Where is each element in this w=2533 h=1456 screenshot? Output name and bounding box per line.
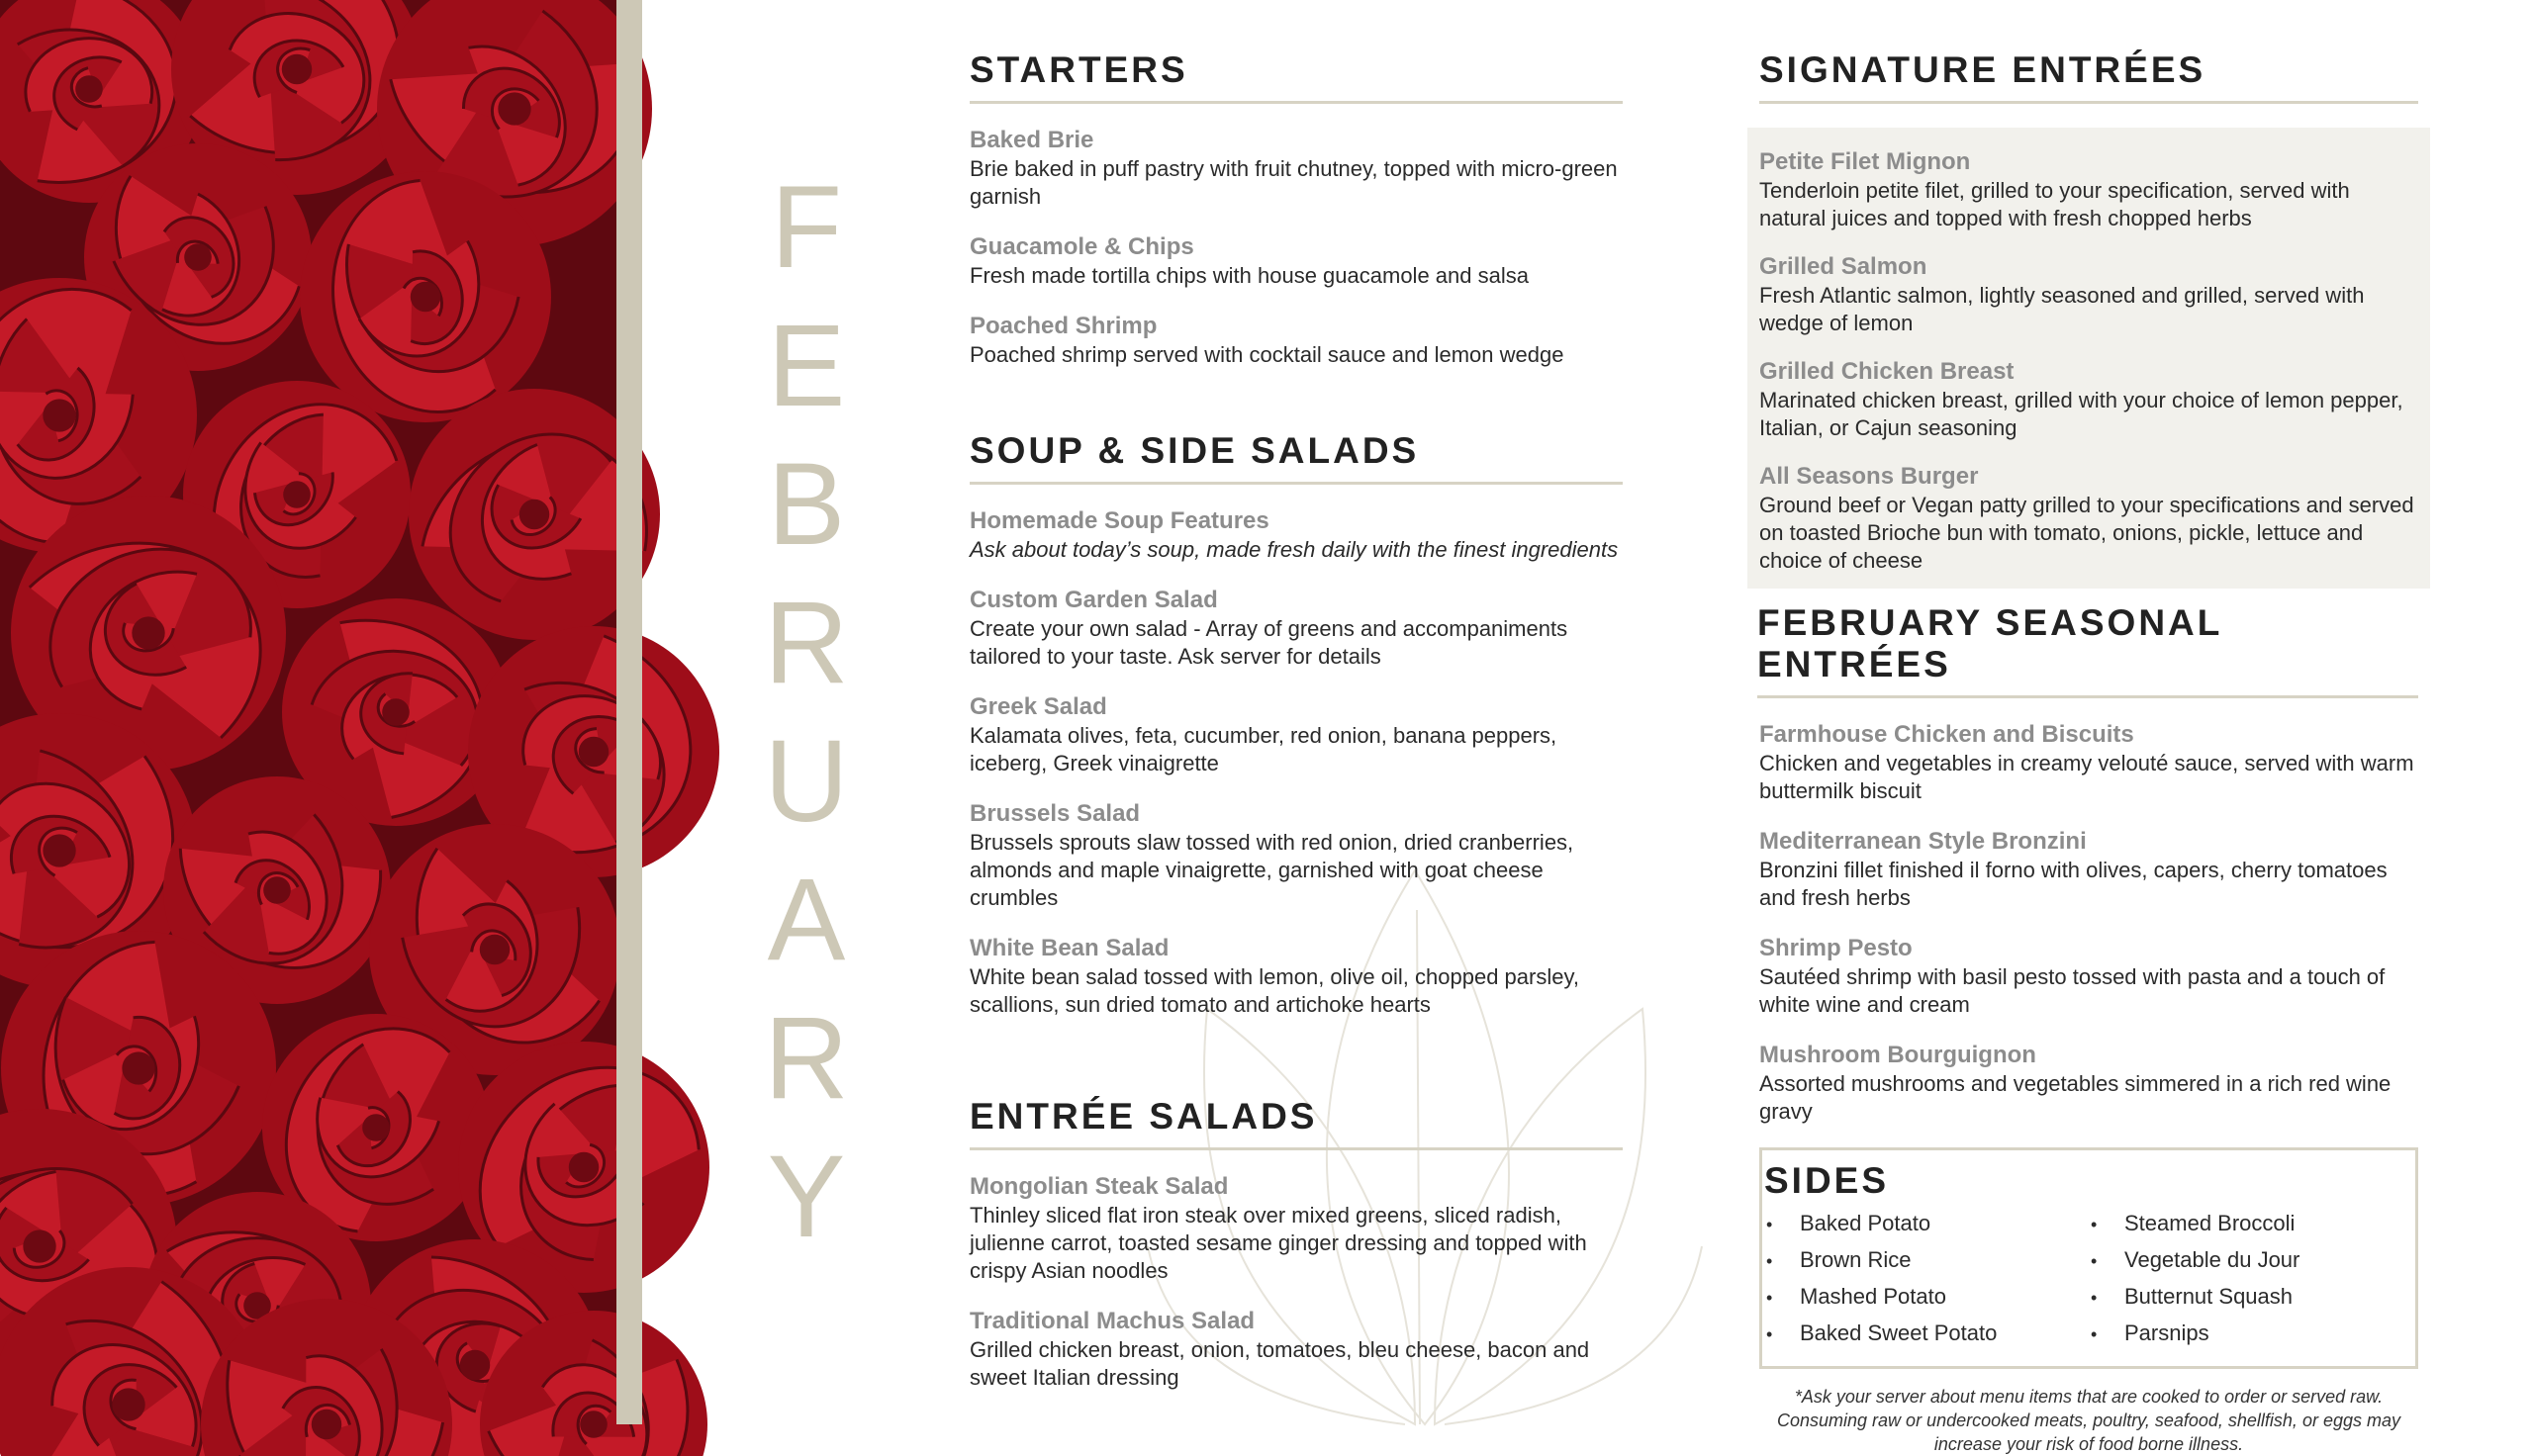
month-letter: A	[767, 855, 846, 985]
menu-item	[970, 799, 1623, 912]
month-letter: Y	[767, 1132, 846, 1262]
item-name: Brussels Salad	[970, 800, 1141, 827]
month-letter: R	[764, 578, 849, 708]
menu-item	[1759, 934, 2418, 1019]
menu-item	[1759, 827, 2418, 912]
item-description: Tenderloin petite filet, grilled to your specification, served with natural juices and topped with fresh chopped herbs	[1759, 178, 2350, 230]
left-menu-column	[970, 49, 1623, 1392]
seasonal-entrees-section	[1759, 602, 2418, 1126]
item-description: Chicken and vegetables in creamy velouté sauce, served with warm buttermilk biscuit	[1759, 751, 2414, 803]
menu-item	[970, 586, 1623, 671]
item-name: White Bean Salad	[970, 935, 1170, 961]
side-item: • Butternut Squash	[2091, 1279, 2415, 1316]
divider-stripe	[616, 0, 642, 1424]
side-item: • Baked Potato	[1766, 1206, 2091, 1242]
item-description: Kalamata olives, feta, cucumber, red onion, banana peppers, iceberg, Greek vinaigrette	[970, 723, 1557, 775]
side-item: • Steamed Broccoli	[2091, 1206, 2415, 1242]
item-description: Fresh Atlantic salmon, lightly seasoned and grilled, served with wedge of lemon	[1759, 283, 2365, 335]
item-name: Poached Shrimp	[970, 313, 1158, 339]
item-description: White bean salad tossed with lemon, olive oil, chopped parsley, scallions, sun dried tomato and artichoke hearts	[970, 964, 1579, 1017]
menu-item	[1759, 337, 2418, 442]
item-name: Petite Filet Mignon	[1759, 148, 1971, 175]
item-description: Ground beef or Vegan patty grilled to your specifications and served on toasted Brioche bun with tomato, onions, pickle, lettuce and choice of cheese	[1759, 493, 2414, 573]
month-letter: E	[767, 301, 846, 431]
item-description: Grilled chicken breast, onion, tomatoes, bleu cheese, bacon and sweet Italian dressing	[970, 1337, 1590, 1390]
sides-list	[1762, 1206, 2415, 1352]
menu-item	[970, 1307, 1623, 1392]
menu-item	[970, 312, 1623, 369]
menu-item	[970, 126, 1623, 211]
month-letter: B	[767, 439, 846, 570]
month-vertical-title	[752, 158, 861, 1266]
section-title: ENTRÉE SALADS	[970, 1096, 1623, 1150]
entree-salads-section	[970, 1096, 1623, 1392]
side-item: • Baked Sweet Potato	[1766, 1316, 2091, 1352]
item-name: Baked Brie	[970, 127, 1094, 153]
roses-photo	[0, 0, 616, 1424]
side-item: • Vegetable du Jour	[2091, 1242, 2415, 1279]
sides-list-left	[1766, 1206, 2091, 1352]
menu-item	[970, 692, 1623, 777]
roses-illustration	[0, 0, 616, 1424]
section-title: SIGNATURE ENTRÉES	[1759, 49, 2418, 104]
section-title: SOUP & SIDE SALADS	[970, 430, 1623, 485]
item-description: Assorted mushrooms and vegetables simmered in a rich red wine gravy	[1759, 1071, 2392, 1124]
menu-item	[1759, 442, 2418, 575]
item-name: Homemade Soup Features	[970, 507, 1269, 534]
rose-bloom	[300, 171, 551, 422]
menu-item	[970, 232, 1623, 290]
item-name: Grilled Chicken Breast	[1759, 358, 2015, 385]
right-menu-column	[1759, 49, 2418, 1456]
menu-item	[970, 1172, 1623, 1285]
item-name: Greek Salad	[970, 693, 1107, 720]
item-description: Sautéed shrimp with basil pesto tossed with pasta and a touch of white wine and cream	[1759, 964, 2386, 1017]
item-name: Guacamole & Chips	[970, 233, 1194, 260]
section-title: SIDES	[1764, 1160, 1890, 1201]
month-letter: U	[764, 716, 849, 847]
item-name: Mushroom Bourguignon	[1759, 1042, 2036, 1068]
menu-item	[970, 934, 1623, 1019]
item-name: Grilled Salmon	[1759, 253, 1927, 280]
section-title: FEBRUARY SEASONAL ENTRÉES	[1757, 602, 2418, 698]
side-item: • Brown Rice	[1766, 1242, 2091, 1279]
item-description: Fresh made tortilla chips with house guacamole and salsa	[970, 263, 1529, 288]
item-description: Brussels sprouts slaw tossed with red onion, dried cranberries, almonds and maple vinaigrette, garnished with goat cheese crumbles	[970, 830, 1574, 910]
item-name: Traditional Machus Salad	[970, 1308, 1256, 1334]
menu-item	[1759, 128, 2418, 232]
item-description: Poached shrimp served with cocktail sauce and lemon wedge	[970, 342, 1564, 367]
sides-list-right	[2091, 1206, 2415, 1352]
month-letter: F	[770, 162, 843, 293]
item-description: Bronzini fillet finished il forno with olives, capers, cherry tomatoes and fresh herbs	[1759, 858, 2388, 910]
item-name: Custom Garden Salad	[970, 587, 1218, 613]
menu-item	[1759, 232, 2418, 337]
side-item: • Mashed Potato	[1766, 1279, 2091, 1316]
menu-item	[1759, 1041, 2418, 1126]
item-description: Ask about today’s soup, made fresh daily with the finest ingredients	[970, 537, 1619, 562]
item-description: Thinley sliced flat iron steak over mixed greens, sliced radish, julienne carrot, toasted sesame ginger dressing and topped with crispy Asian noodles	[970, 1203, 1587, 1283]
item-description: Create your own salad - Array of greens and accompaniments tailored to your taste. Ask server for details	[970, 616, 1568, 669]
starters-section	[970, 49, 1623, 369]
menu-item	[970, 506, 1623, 564]
item-name: Mediterranean Style Bronzini	[1759, 828, 2087, 855]
month-letter: R	[764, 993, 849, 1124]
side-item: • Parsnips	[2091, 1316, 2415, 1352]
section-title: STARTERS	[970, 49, 1623, 104]
signature-highlight-box	[1747, 128, 2430, 589]
item-description: Brie baked in puff pastry with fruit chutney, topped with micro-green garnish	[970, 156, 1618, 209]
sides-section	[1759, 1147, 2418, 1369]
food-safety-disclaimer: *Ask your server about menu items that are cooked to order or served raw. Consuming raw or undercooked meats, poultry, seafood, shellfish, or eggs may increase your risk of food borne illness.	[1777, 1387, 2400, 1454]
item-name: All Seasons Burger	[1759, 463, 1979, 490]
signature-entrees-section	[1759, 49, 2418, 589]
item-name: Mongolian Steak Salad	[970, 1173, 1229, 1200]
item-name: Shrimp Pesto	[1759, 935, 1913, 961]
soup-side-salads-section	[970, 430, 1623, 1019]
menu-item	[1759, 720, 2418, 805]
item-description: Marinated chicken breast, grilled with your choice of lemon pepper, Italian, or Cajun seasoning	[1759, 388, 2403, 440]
item-name: Farmhouse Chicken and Biscuits	[1759, 721, 2134, 748]
